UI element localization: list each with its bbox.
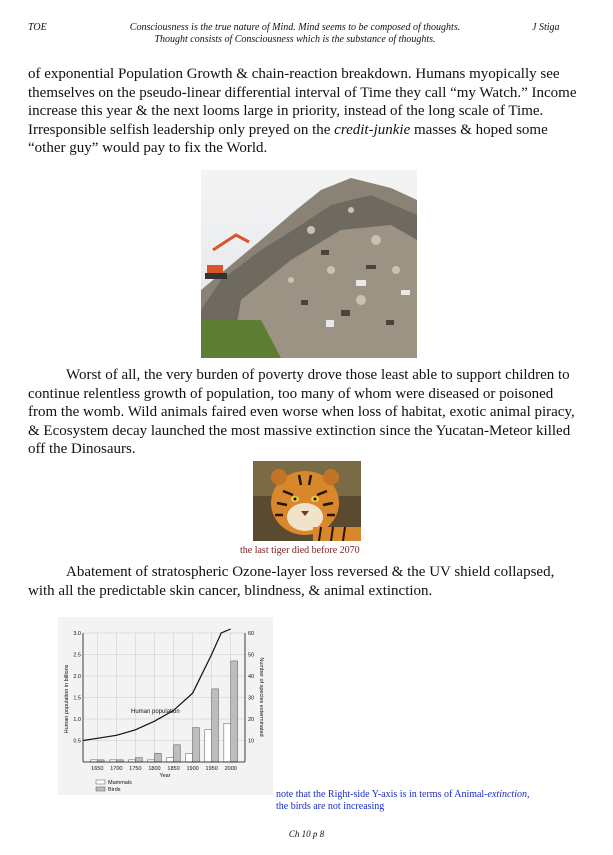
y-right-tick-4: 50 [248,652,255,659]
legend-label-birds: Birds [108,787,121,793]
y-left-tick-1: 1.0 [73,717,81,723]
human-population-label: Human population [131,709,180,715]
y-right-tick-1: 20 [248,717,255,723]
chart-note-line-2: the birds are not increasing [276,801,385,812]
x-tick-1750: 1750 [129,766,142,772]
chart-note-text: note that the Right-side Y-axis is in terms of Animal- [276,789,488,800]
y-right-tick-0: 10 [248,738,255,745]
page-footer: Ch 10 p 8 [288,829,325,839]
x-tick-2000: 2000 [224,766,237,772]
paragraph-3-text: Abatement of stratospheric Ozone-layer loss reversed & the UV shield collapsed, with all the predictable skin cancer, blindness, & animal extinction. [28,564,555,599]
chart-note-line-1 [276,789,529,801]
bar-mammals-1850 [167,758,174,762]
y-axis-right-label: Number of species exterminated [258,657,264,737]
header-right: J Stiga [532,22,560,33]
header-line-1: Consciousness is the true nature of Mind. Mind seems to be composed of thoughts. [129,22,461,33]
x-tick-1650: 1650 [91,766,104,772]
x-axis-label: Year [159,773,171,779]
y-right-tick-2: 30 [248,695,255,702]
paragraph-2 [28,366,583,459]
bar-birds-2000 [231,661,238,762]
header-left: TOE [28,22,47,33]
y-axis-left-label: Human population in billions [64,664,70,734]
paragraph-1-tail: masses & hoped some “other guy” would pay to fix the World. [28,121,548,157]
x-tick-1800: 1800 [148,766,161,772]
paragraph-3 [28,563,583,600]
y-left-tick-3: 2.0 [73,674,81,680]
paragraph-1 [28,65,583,158]
x-tick-1950: 1950 [205,766,218,772]
header-center [100,22,490,46]
y-left-tick-5: 3.0 [73,631,81,637]
chart-note [276,789,529,813]
y-right-tick-5: 60 [248,631,255,637]
x-tick-1850: 1850 [167,766,180,772]
bar-mammals-2000 [224,723,231,762]
bar-mammals-1950 [205,730,212,762]
chart-note-emphasis: extinction [487,789,527,800]
y-left-tick-4: 2.5 [73,652,81,659]
tiger-photo [253,461,361,541]
legend-swatch-mammals [96,780,105,784]
chart-note-comma: , [526,789,530,800]
landfill-photo [201,170,417,358]
paragraph-2-text: Worst of all, the very burden of poverty drove those least able to support children to continue relentless growth of population, too many of whom were diseased or poisoned from the womb. Wild animals faired even worse when loss of habitat, exotic animal piracy, & Ecosystem decay launched the most massive extinction since the Yucatan-Meteor killed off the Dinosaurs. [28,367,575,458]
paragraph-1-text: of exponential Population Growth & chain-reaction breakdown. Humans myopically see themselves on the pseudo-linear differential interval of Time they call “my Watch.” Income increase this year & the next looms large in priority, instead of the long scale of Time. Irresponsible selfish leadership only preyed on the [28,66,577,138]
y-right-tick-3: 40 [248,674,255,680]
y-left-tick-0: 0.5 [73,738,81,745]
y-left-tick-2: 1.5 [73,695,81,702]
tiger-caption: the last tiger died before 2070 [240,545,360,556]
bar-mammals-1900 [186,753,193,762]
legend-swatch-birds [96,787,105,791]
x-tick-1900: 1900 [186,766,199,772]
bar-birds-1850 [174,745,181,762]
header-line-2: Thought consists of Consciousness which is the substance of thoughts. [154,34,436,45]
bar-birds-1750 [135,758,142,762]
bar-birds-1900 [193,728,200,762]
paragraph-1-emphasis: credit-junkie [334,121,411,138]
bar-birds-1800 [154,753,161,762]
legend-label-mammals: Mammals [108,780,132,786]
x-tick-1700: 1700 [110,766,123,772]
bar-birds-1950 [212,689,219,762]
population-extinction-chart [58,617,273,795]
